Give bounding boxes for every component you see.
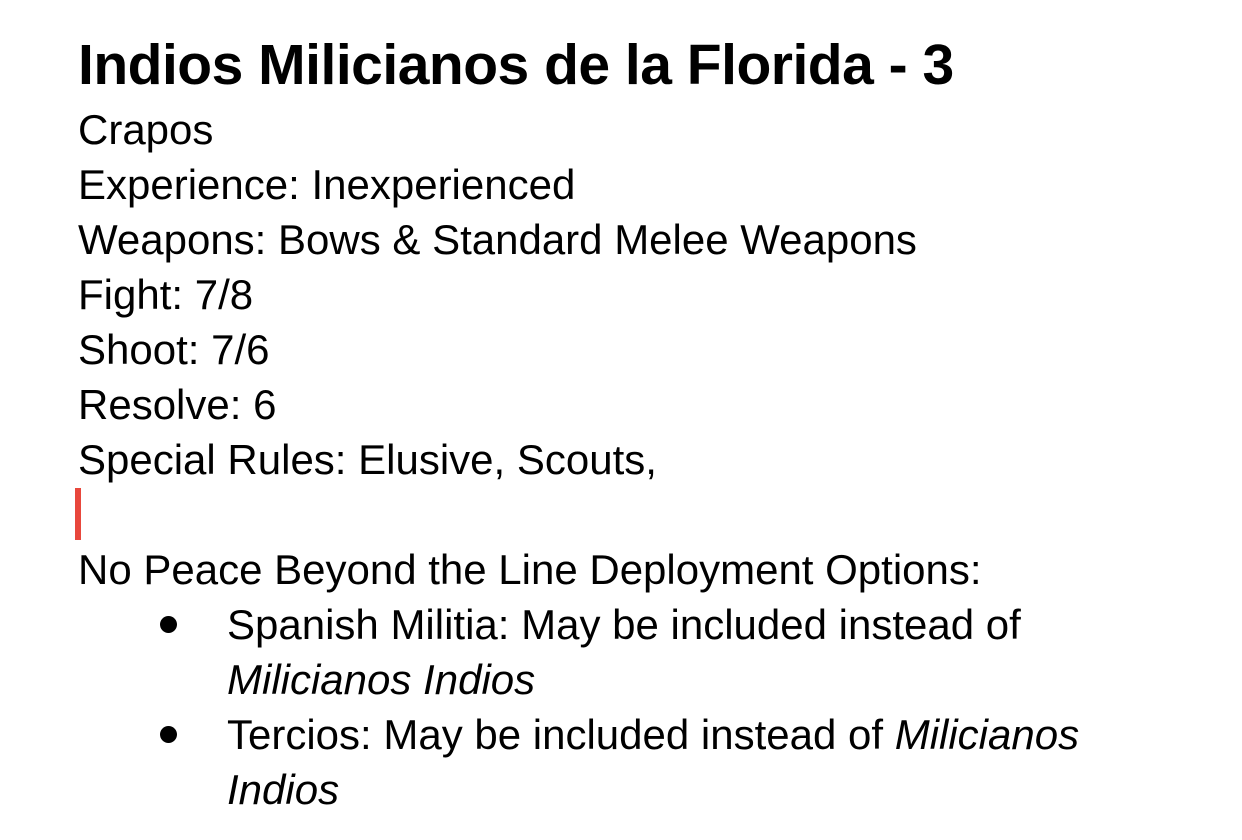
bullet-icon <box>160 616 177 633</box>
list-item-tercios <box>227 707 1127 817</box>
deployment-options-heading: No Peace Beyond the Line Deployment Options: <box>78 546 982 593</box>
bullet-icon <box>160 726 177 743</box>
stat-line-weapons: Weapons: Bows & Standard Melee Weapons <box>78 216 917 263</box>
option-text: Tercios: May be included instead of <box>227 711 895 758</box>
document-title: Indios Milicianos de la Florida - 3 <box>78 33 954 97</box>
stat-line-resolve: Resolve: 6 <box>78 381 277 428</box>
stat-line-experience: Experience: Inexperienced <box>78 161 576 208</box>
document-page[interactable] <box>78 34 1127 817</box>
text-cursor <box>75 488 81 540</box>
deployment-options-list <box>78 597 1127 817</box>
option-text: Spanish Militia: May be included instead of <box>227 601 1021 648</box>
stat-line-special-rules: Special Rules: Elusive, Scouts, <box>78 436 657 483</box>
option-text-italic: Milicianos Indios <box>227 711 1080 813</box>
stat-line-unit-name: Crapos <box>78 106 214 153</box>
option-text-italic: Milicianos Indios <box>227 656 536 703</box>
list-item-spanish-militia <box>227 597 1127 707</box>
stat-line-shoot: Shoot: 7/6 <box>78 326 270 373</box>
empty-edit-line[interactable] <box>78 487 1127 542</box>
stat-line-fight: Fight: 7/8 <box>78 271 254 318</box>
